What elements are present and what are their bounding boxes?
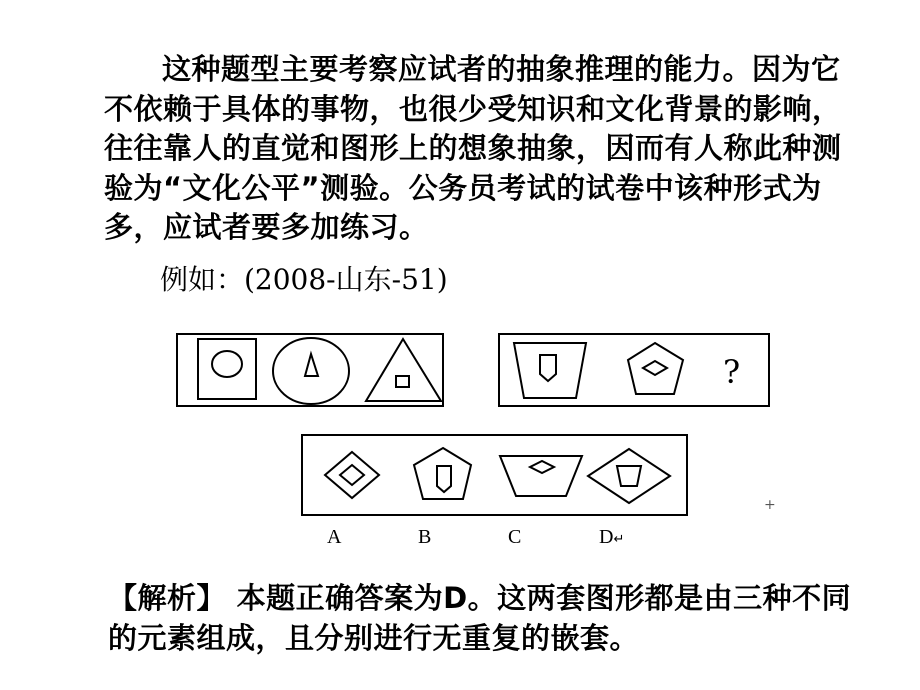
question-box-left: [177, 334, 443, 406]
pentagon-shape: [628, 343, 683, 394]
option-a-inner: [340, 465, 364, 485]
option-label-a: A: [327, 526, 342, 548]
option-d-inner: [617, 466, 641, 486]
options-box: [302, 435, 687, 515]
triangle-shape: [366, 339, 441, 401]
option-b-inner: [437, 466, 451, 492]
small-mark: +: [764, 497, 776, 513]
option-label-d: [599, 526, 624, 549]
analysis-paragraph: [108, 578, 868, 658]
option-a-outer: [325, 452, 379, 498]
option-d-letter: D: [599, 526, 614, 548]
square-inner: [396, 376, 409, 387]
option-label-c: C: [508, 526, 522, 548]
square-shape: [198, 339, 256, 399]
intro-paragraph: 这种题型主要考察应试者的抽象推理的能力。因为它不依赖于具体的事物，也很少受知识和文化背景的影响，往往靠人的直觉和图形上的想象抽象，因而有人称此种测验为“文化公平”测验。公务员考试的试卷中该种形式为多，应试者要多加练习。: [104, 52, 842, 244]
pentagon-inner: [540, 355, 556, 381]
option-c-inner: [530, 461, 554, 473]
trapezoid-shape: [514, 343, 586, 398]
circle-inner: [212, 351, 242, 377]
ellipse-shape: [273, 338, 349, 404]
question-mark: ?: [723, 353, 741, 391]
triangle-inner: [305, 354, 318, 376]
option-label-b: B: [418, 526, 432, 548]
analysis-label: 【解析】: [108, 581, 227, 615]
return-mark: ↵: [613, 531, 625, 546]
diamond-inner: [643, 361, 667, 375]
option-d-outer: [588, 449, 670, 503]
example-label: 例如：(2008-山东-51): [160, 263, 448, 296]
analysis-text: 本题正确答案为D。这两套图形都是由三种不同的元素组成，且分别进行无重复的嵌套。: [108, 581, 852, 655]
